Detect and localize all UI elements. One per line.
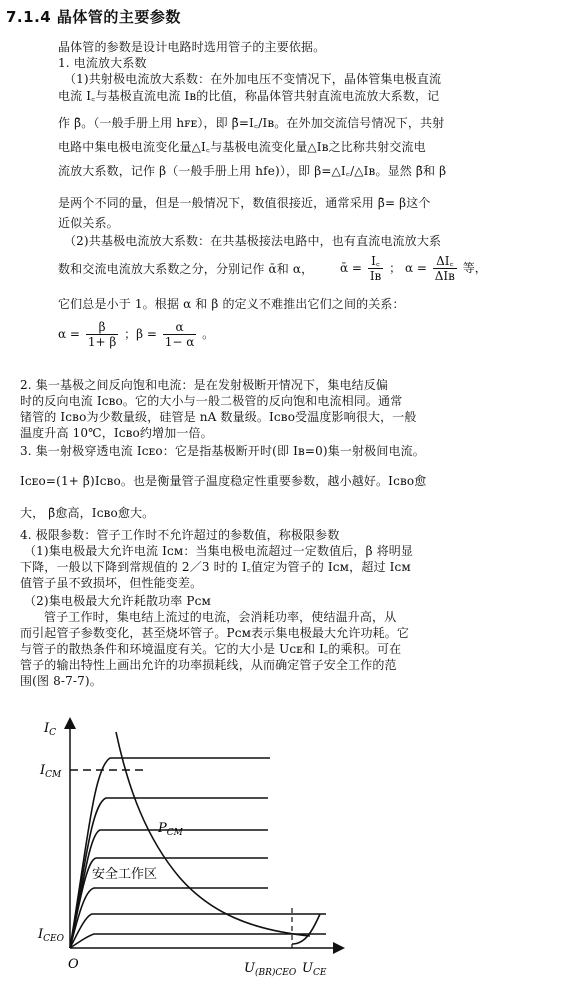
- text-line: 作 β̄。（一般手册上用 hꜰᴇ），即 β̄=I꜀/Iʙ。在外加交流信号情况下，共射: [58, 116, 445, 130]
- text-line: （1)集电极最大允许电流 Iᴄᴍ：当集电极电流超过一定数值后，β 将明显: [24, 544, 414, 558]
- text-line: 晶体管的参数是设计电路时选用管子的主要依据。: [58, 40, 326, 54]
- output-characteristics-figure: [30, 708, 350, 980]
- formula-alpha-definitions: ᾱ = $\frac{I꜀}{\text{Iʙ}}$ ； α = $\frac{\Delta I꜀}{\text{ΔIʙ}}$ 等，: [340, 254, 487, 283]
- text-line: Iᴄᴇᴏ=(1+ β̄)Iᴄʙᴏ。也是衡量管子温度稳定性重要参数，越小越好。Iᴄʙᴏ愈: [20, 474, 427, 488]
- text-line: 电流 I꜀与基极直流电流 Iʙ的比值，称晶体管共射直流电流放大系数，记: [58, 89, 440, 103]
- text-line: 管子的输出特性上画出允许的功率损耗线，从而确定管子安全工作的范: [20, 658, 397, 672]
- text-line: 3. 集一射极穿透电流 Iᴄᴇᴏ：它是指基极断开时(即 Iʙ=0)集一射极间电流。: [20, 444, 425, 458]
- iceo-label: $I_{CEO}$: [38, 927, 64, 944]
- safe-region-label: 安全工作区: [92, 867, 158, 882]
- icm-label: $I_{CM}$: [40, 763, 62, 780]
- text-line: 与管子的散热条件和环境温度有关。它的大小是 Uᴄᴇ和 I꜀的乘积。可在: [20, 642, 402, 656]
- text-line: 围(图 8-7-7)。: [20, 674, 102, 688]
- formula-alpha-beta-relation: α = $\frac{\beta}{1+ \beta}$ ；β = $\frac{\alpha}{1- \alpha}$ 。: [58, 320, 215, 349]
- text-line: 1. 电流放大系数: [58, 56, 147, 70]
- characteristic-curve: [70, 888, 268, 948]
- text-line: 数和交流电流放大系数之分，分别记作 ᾱ和 α，: [58, 262, 314, 276]
- text-line: 电路中集电极电流变化量△I꜀与基极电流变化量△Iʙ之比称共射交流电: [58, 140, 426, 154]
- text-line: 4. 极限参数：管子工作时不允许超过的参数值，称极限参数: [20, 528, 340, 542]
- text-line: 2. 集一基极之间反向饱和电流：是在发射极断开情况下，集电结反偏: [20, 378, 389, 392]
- ubr-ceo-label: $U_{(BR)CEO}$: [244, 961, 297, 978]
- pcm-label: $P_{CM}$: [158, 821, 183, 838]
- text-line: 而引起管子参数变化，甚至烧坏管子。Pᴄᴍ表示集电极最大允许功耗。它: [20, 626, 410, 640]
- characteristic-curve: [70, 934, 326, 948]
- y-axis-label: $I_C$: [44, 721, 57, 738]
- pcm-curve: [116, 732, 310, 936]
- text-line: 下降，一般以下降到常规值的 2／3 时的 I꜀值定为管子的 Iᴄᴍ，超过 Iᴄᴍ: [20, 560, 411, 574]
- text-line: 它们总是小于 1。根据 α 和 β 的定义不难推出它们之间的关系：: [58, 297, 405, 311]
- text-line: 时的反向电流 Iᴄʙᴏ。它的大小与一般二极管的反向饱和电流相同。通常: [20, 394, 403, 408]
- text-line: 值管子虽不致损坏，但性能变差。: [20, 576, 203, 590]
- breakdown-curve: [292, 914, 320, 944]
- text-line: 流放大系数，记作 β（一般手册上用 hfe)），即 β=△I꜀/△Iʙ。显然 β̄和 β: [58, 164, 447, 178]
- characteristic-curve: [70, 830, 268, 948]
- text-line: 温度升高 10℃，Iᴄʙᴏ约增加一倍。: [20, 426, 213, 440]
- origin-label: O: [68, 957, 79, 972]
- text-line: （1)共射极电流放大系数：在外加电压不变情况下，晶体管集电极直流: [64, 72, 442, 86]
- text-line: （2)共基极电流放大系数：在共基极接法电路中，也有直流电流放大系: [64, 234, 442, 248]
- text-line: 锗管的 Iᴄʙᴏ为少数量级，硅管是 nA 数量级。Iᴄʙᴏ受温度影响很大，一般: [20, 410, 417, 424]
- text-line: 是两个不同的量，但是一般情况下，数值很接近，通常采用 β̄= β这个: [58, 196, 431, 210]
- text-line: 管子工作时，集电结上流过的电流，会消耗功率，使结温升高，从: [44, 610, 397, 624]
- text-line: （2)集电极最大允许耗散功率 Pᴄᴍ: [24, 594, 211, 608]
- characteristic-curve: [70, 914, 326, 948]
- section-heading: 7.1.4 晶体管的主要参数: [6, 8, 181, 26]
- uce-label: $U_{CE}$: [302, 961, 327, 978]
- text-line: 大， β̄愈高，Iᴄʙᴏ愈大。: [20, 506, 155, 520]
- text-line: 近似关系。: [58, 216, 119, 230]
